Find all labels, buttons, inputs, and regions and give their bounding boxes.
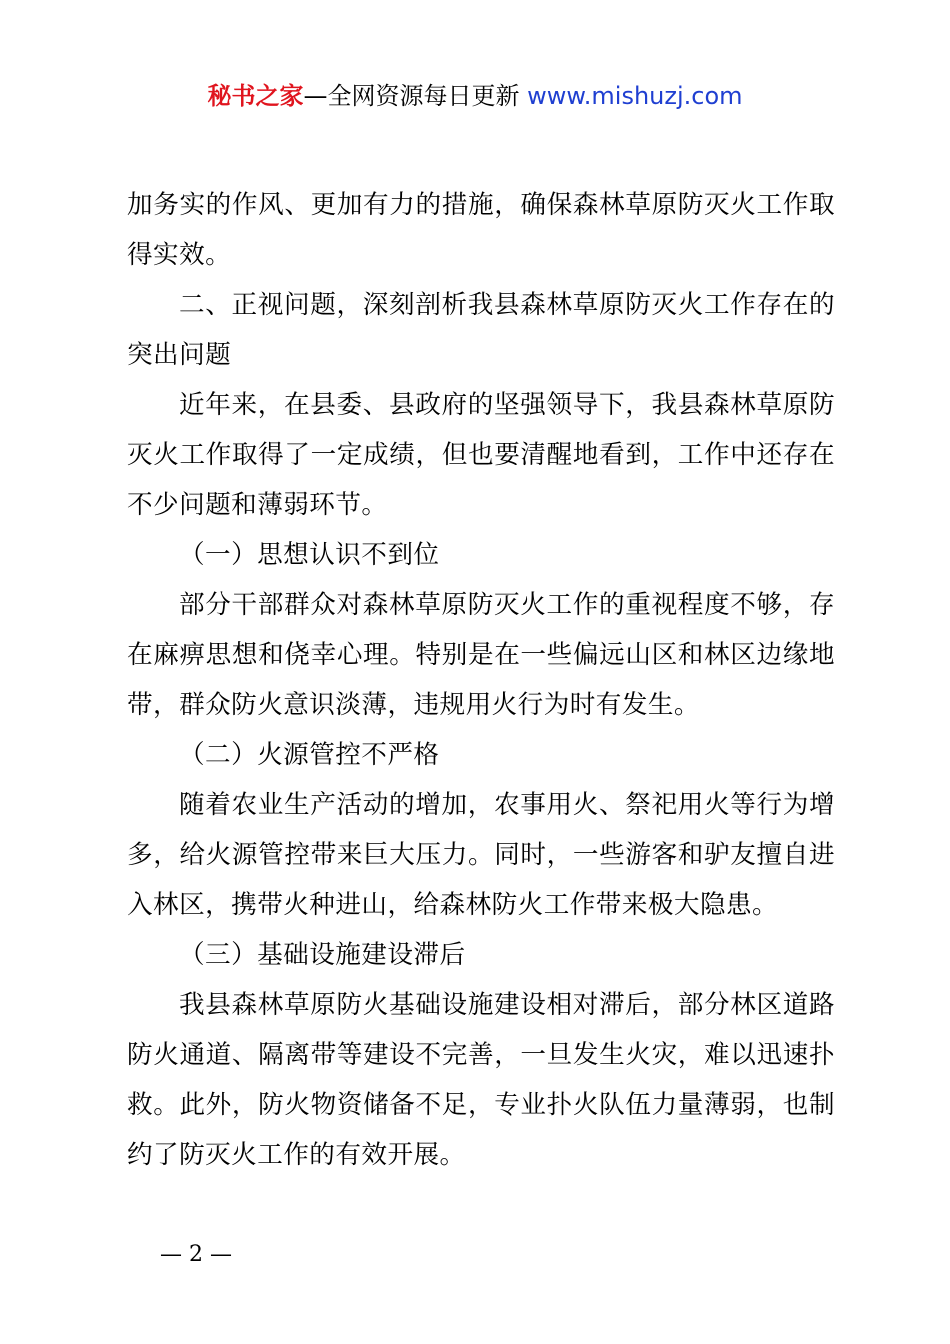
site-header xyxy=(0,80,950,112)
paragraph-infrastructure: 我县森林草原防火基础设施建设相对滞后，部分林区道路防火通道、隔离带等建设不完善，一旦发生火灾，难以迅速扑救。此外，防火物资储备不足，专业扑火队伍力量薄弱，也制约了防灭火工作的有效开展。 xyxy=(127,990,835,1170)
page-number: — 2 — xyxy=(160,1242,232,1267)
paragraph-fire-source: 随着农业生产活动的增加，农事用火、祭祀用火等行为增多，给火源管控带来巨大压力。同时，一些游客和驴友擅自进入林区，携带火种进山，给森林防火工作带来极大隐患。 xyxy=(127,790,835,920)
subheading-3: （三）基础设施建设滞后 xyxy=(179,940,466,970)
site-brand: 秘书之家 xyxy=(207,82,304,110)
section-heading-2: 二、正视问题，深刻剖析我县森林草原防灭火工作存在的突出问题 xyxy=(127,290,835,370)
document-body xyxy=(127,180,835,1180)
paragraph-intro: 近年来，在县委、县政府的坚强领导下，我县森林草原防灭火工作取得了一定成绩，但也要清醒地看到，工作中还存在不少问题和薄弱环节。 xyxy=(127,390,835,520)
paragraph-continuation: 加务实的作风、更加有力的措施，确保森林草原防灭火工作取得实效。 xyxy=(127,190,835,270)
site-url-link[interactable]: www.mishuzj.com xyxy=(527,82,743,110)
paragraph-awareness: 部分干部群众对森林草原防灭火工作的重视程度不够，存在麻痹思想和侥幸心理。特别是在一些偏远山区和林区边缘地带，群众防火意识淡薄，违规用火行为时有发生。 xyxy=(127,590,835,720)
subheading-2: （二）火源管控不严格 xyxy=(179,740,440,770)
site-tagline: —全网资源每日更新 xyxy=(303,82,528,110)
subheading-1: （一）思想认识不到位 xyxy=(179,540,440,570)
